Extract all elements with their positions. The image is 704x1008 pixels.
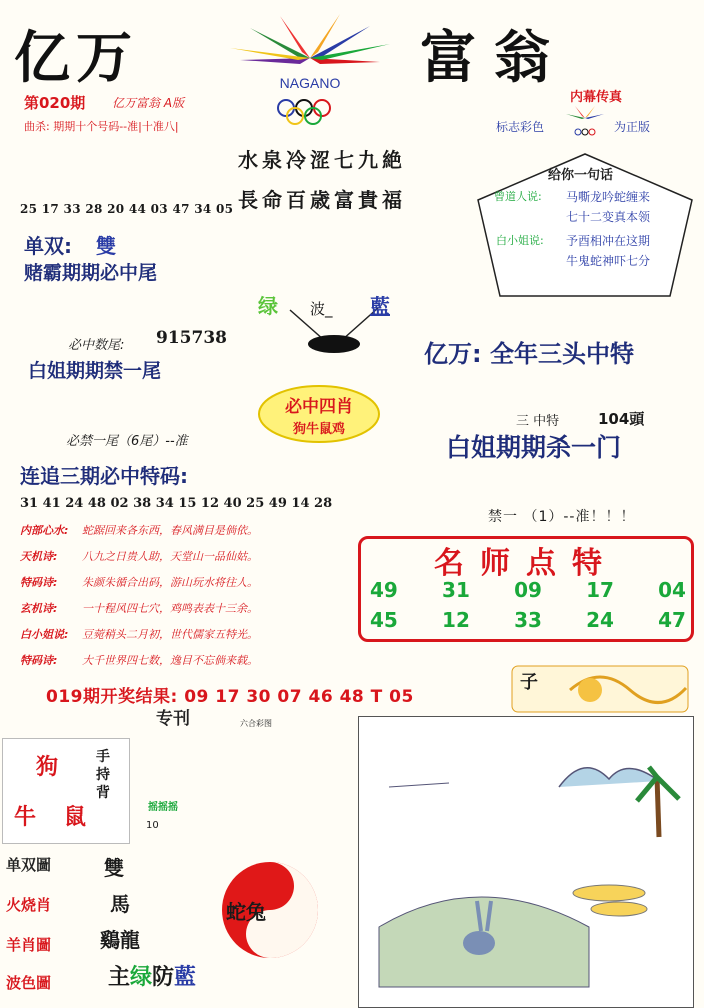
char-fang: 防 <box>152 965 175 990</box>
four-zodiac-list: 狗牛鼠鸡 <box>292 422 345 437</box>
poem-text: 八九之日贵人助，天堂山一品仙姑。 <box>82 550 258 563</box>
master-number: 31 <box>442 578 470 602</box>
poem-row <box>20 548 258 564</box>
char-lan: 藍 <box>174 965 197 990</box>
master-row-2 <box>370 608 686 632</box>
grid-row-2: 火烧肖 <box>6 896 52 914</box>
poem-box <box>20 522 350 682</box>
master-number: 09 <box>514 578 542 602</box>
fax-right-label: 为正版 <box>614 120 651 134</box>
must-number-subtitle: 白姐期期禁一尾 <box>28 360 162 382</box>
shake-label: 摇摇摇 <box>148 802 178 813</box>
pentagon-line-1: 马嘶龙吟蛇缠来 <box>566 190 651 204</box>
pentagon-line-4: 牛鬼蛇神吓七分 <box>566 254 651 268</box>
poem-row <box>20 600 258 616</box>
numbers-bottom: 31 41 24 48 02 38 34 15 12 40 25 49 14 28 <box>20 496 333 511</box>
master-number: 17 <box>586 578 614 602</box>
poem-text: 大千世界四七数，逸目不忘倘来载。 <box>82 654 258 667</box>
issue-number: 第020期 <box>24 94 86 112</box>
master-number: 24 <box>586 608 614 632</box>
single-double-subtitle: 赌霸期期必中尾 <box>24 262 158 284</box>
speaker-bai: 白小姐说: <box>496 234 544 247</box>
char-shuang: 雙 <box>104 856 124 880</box>
olympic-rings-icon <box>278 100 330 124</box>
landscape-painting <box>358 716 694 1008</box>
poem-row <box>20 652 258 668</box>
zhu-lv-fang-lan <box>108 960 196 991</box>
grid-row-3: 羊肖圖 <box>6 936 52 954</box>
poem-line-1: 水泉冷涩七九絶 <box>238 148 406 172</box>
chase-title: 连追三期必中特码: <box>20 464 188 488</box>
master-number: 12 <box>442 608 470 632</box>
pentagon-line-2: 七十二变真本领 <box>566 210 651 224</box>
three-mid-label: 三 中特 <box>516 414 560 429</box>
poem-key: 特码诗: <box>20 654 58 667</box>
poem-text: 朱颜朱循合出码，游山玩水将往人。 <box>82 576 258 589</box>
numbers-top: 25 17 33 28 20 44 03 47 34 05 <box>20 202 234 216</box>
pentagon-line-3: 予酉相冲在这期 <box>566 234 651 248</box>
zodiac-dog: 狗 <box>36 755 59 780</box>
char-lv: 绿 <box>130 965 153 990</box>
mini-nagano-icon <box>560 104 610 138</box>
draw-result: 019期开奖结果: 09 17 30 07 46 48 T 05 <box>46 687 414 707</box>
char-jilong: 鷄龍 <box>100 928 140 952</box>
wave-green: 绿 <box>258 294 278 318</box>
master-number: 45 <box>370 608 398 632</box>
zhuan-kan-title: 专刊 <box>156 709 190 729</box>
issue-brand: 亿万富翁 A版 <box>112 96 185 110</box>
fax-left-label: 标志彩色 <box>496 120 545 134</box>
poem-key: 玄机诗: <box>20 602 58 615</box>
four-zodiac-title: 必中四肖 <box>285 397 353 417</box>
master-row-1 <box>370 578 686 602</box>
logo-text: NAGANO <box>279 75 341 91</box>
wave-middle: 波_ <box>310 300 333 318</box>
poem-row <box>20 626 258 642</box>
poem-row <box>20 574 258 590</box>
master-number: 47 <box>658 608 686 632</box>
char-zhu: 主 <box>108 965 131 990</box>
poem-line-2: 長命百歳富貴福 <box>238 188 406 212</box>
must-number-label: 必中数尾: <box>68 338 125 353</box>
title-left: 亿万 <box>14 25 138 91</box>
ban-one: 禁一 （1）--准！！！ <box>488 509 636 525</box>
nagano-logo <box>210 8 410 128</box>
vertical-text: 手持背 <box>96 749 110 801</box>
liuhe-label: 六合彩图 <box>240 719 272 728</box>
fax-title: 内幕传真 <box>570 90 623 105</box>
kill-door-title: 白姐期期杀一门 <box>446 433 622 462</box>
title-right: 富翁 <box>420 25 568 91</box>
three-head-title: 亿万: 全年三头中特 <box>424 340 634 368</box>
poem-key: 特码诗: <box>20 576 58 589</box>
ban-tail: 必禁一尾（6尾）--准 <box>66 434 188 449</box>
poem-key: 内部心水: <box>20 524 69 537</box>
speaker-zeng: 曾道人说: <box>494 190 542 203</box>
poem-key: 白小姐说: <box>20 628 69 641</box>
grid-row-1: 单双圖 <box>6 856 52 874</box>
poem-text: 蛇踞回来各东西，春风满目是倘依。 <box>82 524 258 537</box>
master-number: 33 <box>514 608 542 632</box>
zodiac-ox: 牛 <box>14 805 37 830</box>
poem-key: 天机诗: <box>20 550 58 563</box>
zi-label: 子 <box>520 672 538 693</box>
wave-blue: 藍 <box>370 294 390 318</box>
grid-row-4: 波色圖 <box>6 974 52 992</box>
poem-text: 一十程风四七穴，鸡鸣表表十三余。 <box>82 602 258 615</box>
master-number: 49 <box>370 578 398 602</box>
three-mid-value: 104頭 <box>598 410 645 428</box>
poem-text: 豆菀稍头二月初，世代儒家五特光。 <box>82 628 258 641</box>
single-double-value: 雙 <box>96 234 116 258</box>
must-number-value: 915738 <box>156 328 227 348</box>
pentagon-title: 给你一句话 <box>548 168 614 183</box>
char-shetu: 蛇兔 <box>226 900 266 924</box>
poem-row <box>20 522 258 538</box>
single-double-label: 单双: <box>24 234 72 258</box>
master-title: 名师点特 <box>434 546 618 581</box>
master-number: 04 <box>658 578 686 602</box>
shake-number: 10 <box>146 820 159 831</box>
flower-petals-icon <box>230 14 390 64</box>
issue-note: 曲杀: 期期十个号码--准|十准八| <box>24 120 179 133</box>
zodiac-rat: 鼠 <box>64 805 87 830</box>
char-ma: 馬 <box>110 892 130 916</box>
